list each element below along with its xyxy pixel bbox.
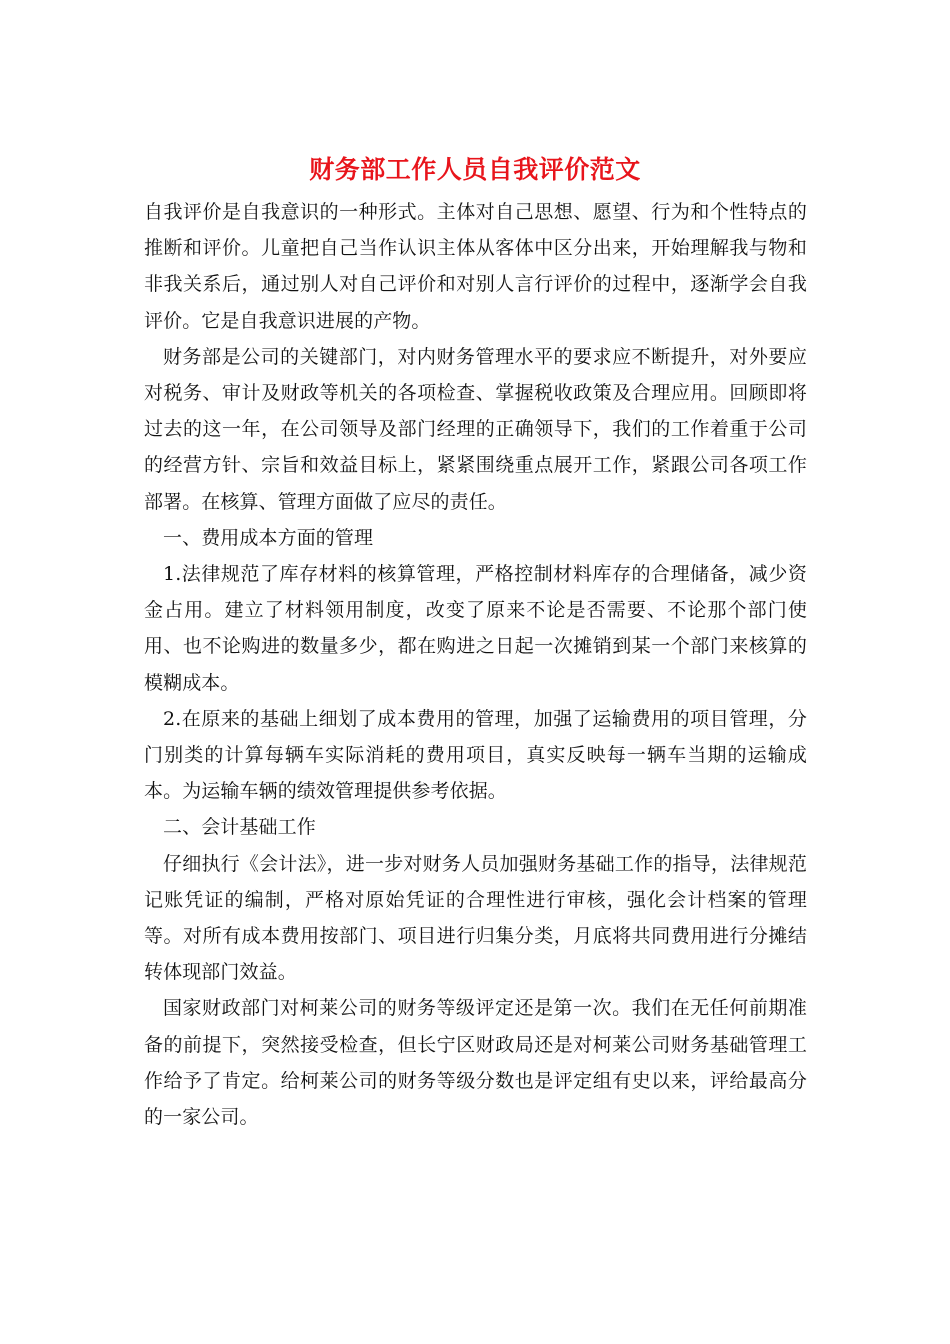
section-heading-accounting: 二、会计基础工作 [163,816,316,839]
document-body [144,194,807,1135]
paragraph-intro: 自我评价是自我意识的一种形式。主体对自己思想、愿望、行为和个性特点的推断和评价。儿童把自己当作认识主体从客体中区分出来，开始理解我与物和非我关系后，通过别人对自己评价和对别人言行评价的过程中，逐渐学会自我评价。它是自我意识进展的产物。 [144,201,807,332]
paragraph-accounting-law: 仔细执行《会计法》，进一步对财务人员加强财务基础工作的指导，法律规范记账凭证的编制，严格对原始凭证的合理性进行审核，强化会计档案的管理等。对所有成本费用按部门、项目进行归集分类，月底将共同费用进行分摊结转体现部门效益。 [144,852,807,984]
paragraph-rating: 国家财政部门对柯莱公司的财务等级评定还是第一次。我们在无任何前期准备的前提下，突然接受检查，但长宁区财政局还是对柯莱公司财务基础管理工作给予了肯定。给柯莱公司的财务等级分数也是评定组有史以来，评给最高分的一家公司。 [144,997,807,1129]
section-heading-cost: 一、费用成本方面的管理 [163,526,374,549]
paragraph-item-2: 2.在原来的基础上细划了成本费用的管理，加强了运输费用的项目管理，分门别类的计算每辆车实际消耗的费用项目，真实反映每一辆车当期的运输成本。为运输车辆的绩效管理提供参考依据。 [144,707,807,803]
paragraph-department: 财务部是公司的关键部门，对内财务管理水平的要求应不断提升，对外要应对税务、审计及财政等机关的各项检查、掌握税收政策及合理应用。回顾即将过去的这一年，在公司领导及部门经理的正确领导下，我们的工作着重于公司的经营方针、宗旨和效益目标上，紧紧围绕重点展开工作，紧跟公司各项工作部署。在核算、管理方面做了应尽的责任。 [144,345,807,513]
paragraph-item-1: 1.法律规范了库存材料的核算管理，严格控制材料库存的合理储备，减少资金占用。建立了材料领用制度，改变了原来不论是否需要、不论那个部门使用、也不论购进的数量多少，都在购进之日起一次摊销到某一个部门来核算的模糊成本。 [144,563,807,694]
document-title: 财务部工作人员自我评价范文 [309,155,641,184]
